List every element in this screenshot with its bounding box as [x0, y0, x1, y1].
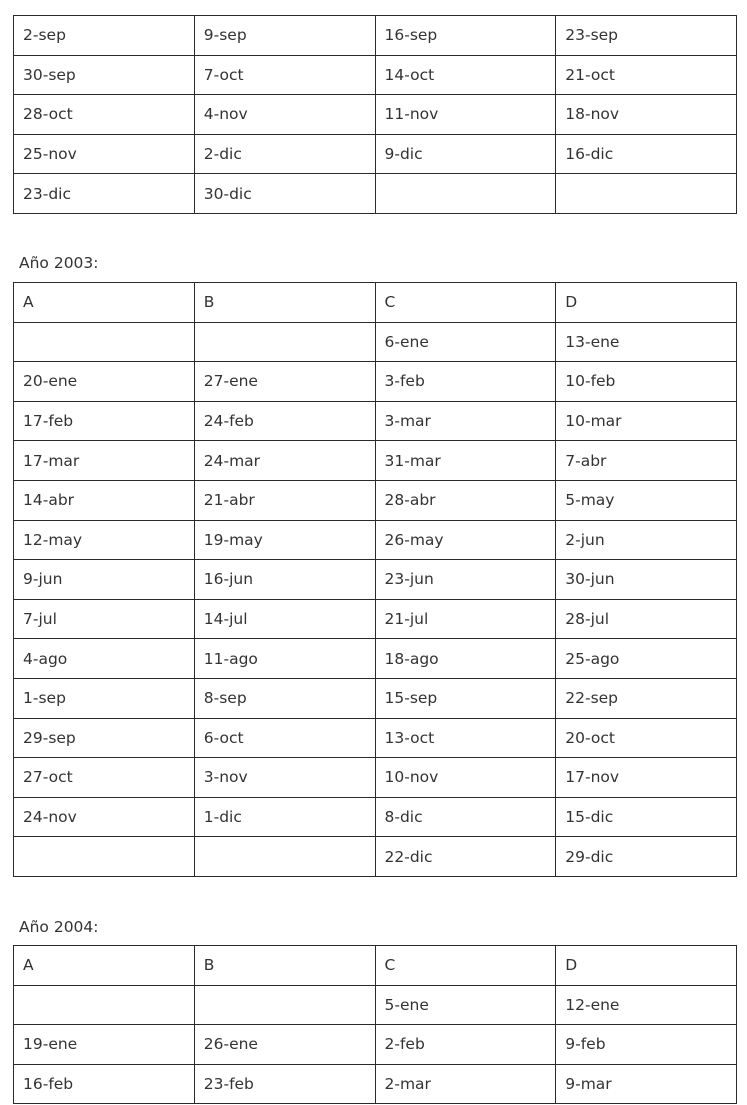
- table-cell: 22-dic: [375, 837, 556, 877]
- table-cell: D: [556, 283, 737, 323]
- table-cell: B: [194, 946, 375, 986]
- schedule-table-2004: [13, 945, 736, 1104]
- table-cell: 31-mar: [375, 441, 556, 481]
- table-cell: 3-nov: [194, 758, 375, 798]
- date-table: [13, 282, 737, 877]
- table-cell: 24-nov: [14, 797, 195, 837]
- table-cell: 25-nov: [14, 134, 195, 174]
- table-cell: 10-mar: [556, 401, 737, 441]
- table-cell: 8-dic: [375, 797, 556, 837]
- table-row: [14, 441, 737, 481]
- table-cell: 23-sep: [556, 16, 737, 56]
- table-cell: C: [375, 283, 556, 323]
- table-cell: 23-feb: [194, 1064, 375, 1104]
- table-cell: 10-feb: [556, 362, 737, 402]
- table-cell: [14, 322, 195, 362]
- table-row: [14, 946, 737, 986]
- date-table: [13, 945, 737, 1104]
- table-row: [14, 639, 737, 679]
- table-cell: 26-ene: [194, 1025, 375, 1065]
- table-cell: 2-sep: [14, 16, 195, 56]
- table-row: [14, 985, 737, 1025]
- table-cell: 25-ago: [556, 639, 737, 679]
- table-row: [14, 758, 737, 798]
- table-cell: 10-nov: [375, 758, 556, 798]
- table-cell: A: [14, 946, 195, 986]
- table-cell: 20-oct: [556, 718, 737, 758]
- table-row: [14, 599, 737, 639]
- table-cell: 16-jun: [194, 560, 375, 600]
- table-row: [14, 520, 737, 560]
- table-row: [14, 134, 737, 174]
- table-cell: [194, 322, 375, 362]
- table-row: [14, 322, 737, 362]
- table-cell: 11-nov: [375, 95, 556, 135]
- schedule-table-continuation: [13, 15, 736, 214]
- table-row: [14, 797, 737, 837]
- table-cell: 16-sep: [375, 16, 556, 56]
- table-cell: [556, 174, 737, 214]
- table-cell: [14, 837, 195, 877]
- table-cell: 7-jul: [14, 599, 195, 639]
- table-cell: [194, 837, 375, 877]
- table-cell: 8-sep: [194, 678, 375, 718]
- table-cell: 29-dic: [556, 837, 737, 877]
- table-cell: C: [375, 946, 556, 986]
- table-cell: 30-jun: [556, 560, 737, 600]
- table-cell: 9-feb: [556, 1025, 737, 1065]
- section-heading-2004: Año 2004:: [19, 918, 99, 936]
- table-cell: 28-abr: [375, 480, 556, 520]
- table-cell: 1-sep: [14, 678, 195, 718]
- table-cell: 7-abr: [556, 441, 737, 481]
- table-row: [14, 174, 737, 214]
- table-cell: 18-ago: [375, 639, 556, 679]
- table-cell: 29-sep: [14, 718, 195, 758]
- table-cell: 23-dic: [14, 174, 195, 214]
- table-cell: 26-may: [375, 520, 556, 560]
- table-cell: 17-feb: [14, 401, 195, 441]
- table-cell: 6-ene: [375, 322, 556, 362]
- table-row: [14, 16, 737, 56]
- table-cell: 12-may: [14, 520, 195, 560]
- table-row: [14, 1064, 737, 1104]
- table-cell: 2-dic: [194, 134, 375, 174]
- table-row: [14, 55, 737, 95]
- table-cell: 20-ene: [14, 362, 195, 402]
- table-cell: 14-jul: [194, 599, 375, 639]
- table-cell: 7-oct: [194, 55, 375, 95]
- table-cell: 28-oct: [14, 95, 195, 135]
- table-cell: 4-ago: [14, 639, 195, 679]
- table-cell: 21-oct: [556, 55, 737, 95]
- table-cell: 21-abr: [194, 480, 375, 520]
- table-cell: 27-ene: [194, 362, 375, 402]
- table-cell: 5-may: [556, 480, 737, 520]
- table-row: [14, 718, 737, 758]
- table-row: [14, 95, 737, 135]
- table-cell: 30-dic: [194, 174, 375, 214]
- table-cell: [14, 985, 195, 1025]
- table-cell: B: [194, 283, 375, 323]
- table-cell: 28-jul: [556, 599, 737, 639]
- table-cell: 2-mar: [375, 1064, 556, 1104]
- table-cell: 9-dic: [375, 134, 556, 174]
- table-cell: 13-ene: [556, 322, 737, 362]
- table-cell: 22-sep: [556, 678, 737, 718]
- table-cell: 14-abr: [14, 480, 195, 520]
- table-cell: 23-jun: [375, 560, 556, 600]
- table-cell: 15-dic: [556, 797, 737, 837]
- table-row: [14, 283, 737, 323]
- table-cell: 6-oct: [194, 718, 375, 758]
- table-cell: 2-feb: [375, 1025, 556, 1065]
- table-cell: 11-ago: [194, 639, 375, 679]
- table-row: [14, 678, 737, 718]
- table-cell: 1-dic: [194, 797, 375, 837]
- table-cell: 24-mar: [194, 441, 375, 481]
- table-cell: 9-sep: [194, 16, 375, 56]
- table-cell: 24-feb: [194, 401, 375, 441]
- table-cell: [194, 985, 375, 1025]
- table-cell: 4-nov: [194, 95, 375, 135]
- table-row: [14, 480, 737, 520]
- table-cell: D: [556, 946, 737, 986]
- table-cell: 5-ene: [375, 985, 556, 1025]
- table-cell: 27-oct: [14, 758, 195, 798]
- schedule-table-2003: [13, 282, 736, 877]
- table-cell: 9-jun: [14, 560, 195, 600]
- table-cell: 13-oct: [375, 718, 556, 758]
- table-cell: 18-nov: [556, 95, 737, 135]
- table-cell: 2-jun: [556, 520, 737, 560]
- table-cell: [375, 174, 556, 214]
- table-cell: 19-ene: [14, 1025, 195, 1065]
- date-table: [13, 15, 737, 214]
- table-row: [14, 560, 737, 600]
- table-cell: A: [14, 283, 195, 323]
- table-row: [14, 401, 737, 441]
- table-cell: 16-dic: [556, 134, 737, 174]
- table-cell: 17-mar: [14, 441, 195, 481]
- table-row: [14, 837, 737, 877]
- table-cell: 16-feb: [14, 1064, 195, 1104]
- table-cell: 9-mar: [556, 1064, 737, 1104]
- table-cell: 3-feb: [375, 362, 556, 402]
- table-cell: 14-oct: [375, 55, 556, 95]
- table-cell: 21-jul: [375, 599, 556, 639]
- table-row: [14, 362, 737, 402]
- table-cell: 17-nov: [556, 758, 737, 798]
- table-cell: 19-may: [194, 520, 375, 560]
- section-heading-2003: Año 2003:: [19, 254, 99, 272]
- table-row: [14, 1025, 737, 1065]
- table-cell: 30-sep: [14, 55, 195, 95]
- table-cell: 3-mar: [375, 401, 556, 441]
- table-cell: 12-ene: [556, 985, 737, 1025]
- table-cell: 15-sep: [375, 678, 556, 718]
